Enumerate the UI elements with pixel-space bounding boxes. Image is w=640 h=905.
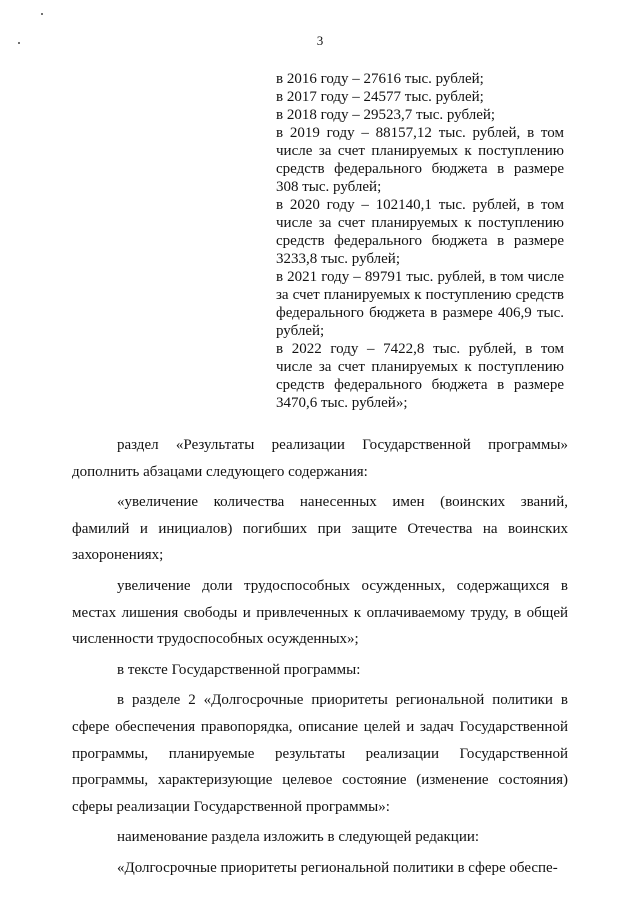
paragraph-names-increase: «увеличение количества нанесенных имен (воинских званий, фамилий и инициалов) погибших при защите Отечества на воинских захоронениях; (72, 494, 568, 564)
budget-block (276, 70, 564, 412)
paragraph-priorities: «Долгосрочные приоритеты региональной политики в сфере обеспе- (117, 859, 558, 876)
paragraph-section-2: в разделе 2 «Долгосрочные приоритеты региональной политики в сфере обеспечения правопорядка, описание целей и задач Государственной программы, планируемые результаты реализации Государственной программы, характеризующие целевое состояние (изменение состояния) сферы реализации Государственной программы»: (72, 692, 568, 815)
main-text (72, 432, 568, 882)
budget-line-2020: в 2020 году – 102140,1 тыс. рублей, в том числе за счет планируемых к поступлению средств федерального бюджета в размере 3233,8 тыс. рублей; (276, 197, 564, 267)
budget-line-2019: в 2019 году – 88157,12 тыс. рублей, в том числе за счет планируемых к поступлению средств федерального бюджета в размере 308 тыс. рублей; (276, 125, 564, 195)
scan-speck (41, 13, 43, 15)
budget-line-2016: в 2016 году – 27616 тыс. рублей; (276, 71, 484, 87)
budget-line-2017: в 2017 году – 24577 тыс. рублей; (276, 89, 484, 105)
budget-line-2021: в 2021 году – 89791 тыс. рублей, в том числе за счет планируемых к поступлению средств федерального бюджета в размере 406,9 тыс. рублей; (276, 269, 564, 339)
paragraph-program-text: в тексте Государственной программы: (117, 661, 361, 678)
paragraph-section-title: наименование раздела изложить в следующей редакции: (117, 829, 480, 846)
budget-line-2022: в 2022 году – 7422,8 тыс. рублей, в том числе за счет планируемых к поступлению средств федерального бюджета в размере 3470,6 тыс. рублей»; (276, 341, 564, 411)
page-number: 3 (316, 33, 324, 48)
paragraph-results-section: раздел «Результаты реализации Государственной программы» дополнить абзацами следующего содержания: (72, 437, 568, 480)
budget-line-2018: в 2018 году – 29523,7 тыс. рублей; (276, 107, 496, 123)
paragraph-convicts-share: увеличение доли трудоспособных осужденных, содержащихся в местах лишения свободы и привлеченных к оплачиваемому труду, в общей численности трудоспособных осужденных»; (72, 577, 568, 648)
